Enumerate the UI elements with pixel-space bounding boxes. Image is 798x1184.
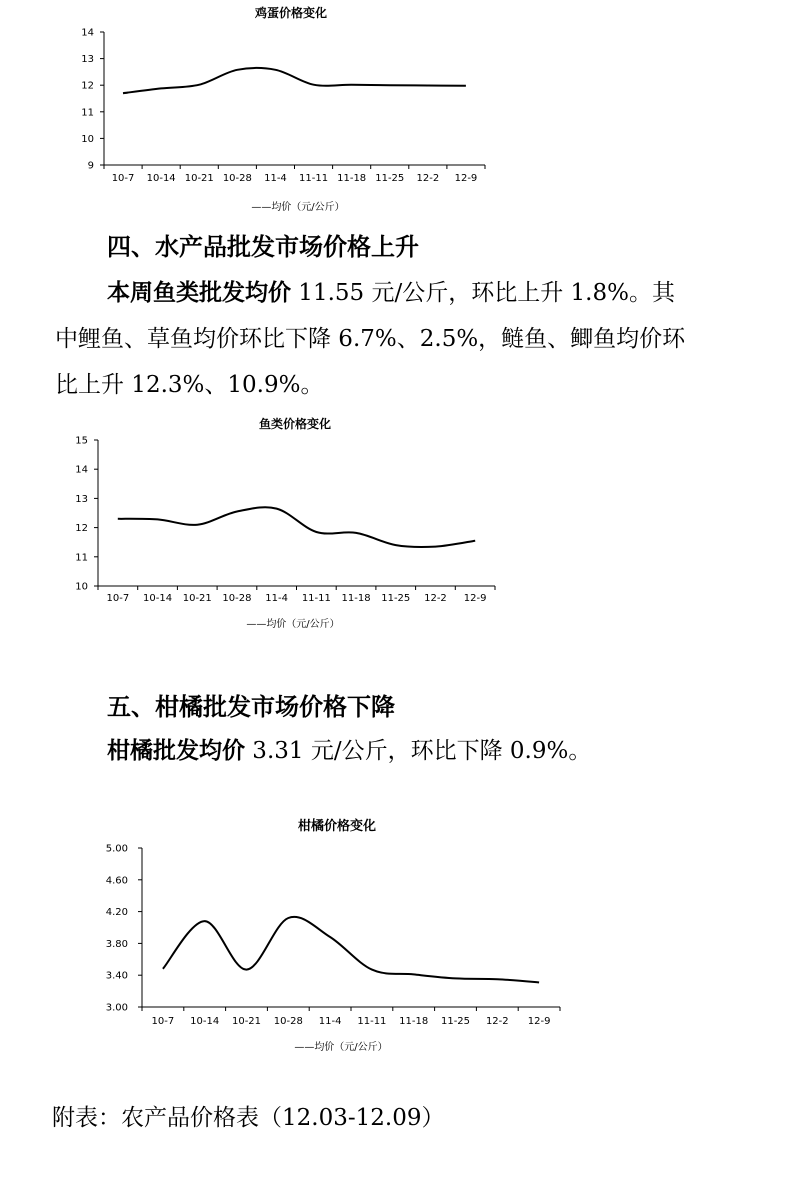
x-tick-label: 12-2 xyxy=(424,593,447,604)
citrus-price-chart-svg xyxy=(0,810,798,1060)
x-tick-label: 12-2 xyxy=(416,173,440,184)
citrus-heading: 五、柑橘批发市场价格下降 xyxy=(107,693,395,721)
x-tick-label: 11-25 xyxy=(381,593,411,604)
x-tick-label: 11-4 xyxy=(265,593,289,604)
y-tick-label: 12 xyxy=(81,80,94,92)
series-line xyxy=(163,917,539,983)
chart-title: 鸡蛋价格变化 xyxy=(254,6,328,20)
y-tick-label: 10 xyxy=(81,133,94,145)
x-tick-label: 10-21 xyxy=(231,1016,262,1027)
x-tick-label: 10-28 xyxy=(273,1016,303,1027)
x-tick-label: 11-18 xyxy=(399,1016,429,1027)
citrus-line-1-rest: 3.31 元/公斤，环比下降 0.9%。 xyxy=(245,738,592,764)
x-tick-label: 12-9 xyxy=(463,593,487,604)
x-tick-label: 11-11 xyxy=(301,593,331,604)
x-tick-label: 11-25 xyxy=(375,173,405,184)
y-tick-label: 14 xyxy=(75,464,88,476)
egg-price-chart xyxy=(0,0,798,220)
y-tick-label: 3.40 xyxy=(105,970,128,982)
x-tick-label: 10-14 xyxy=(190,1016,220,1027)
series-line xyxy=(123,68,466,93)
citrus-price-chart xyxy=(0,810,798,1060)
aquatic-lead: 本周鱼类批发均价 xyxy=(107,280,291,306)
citrus-line-1 xyxy=(55,728,755,774)
legend-entry: ——均价（元/公斤） xyxy=(251,202,345,213)
chart-title: 柑橘价格变化 xyxy=(297,819,377,834)
legend-entry: ——均价（元/公斤） xyxy=(246,619,340,630)
x-tick-label: 10-28 xyxy=(222,593,252,604)
y-tick-label: 12 xyxy=(75,523,88,535)
aquatic-paragraph xyxy=(55,270,755,408)
aquatic-line-1 xyxy=(55,270,755,316)
x-tick-label: 10-14 xyxy=(143,593,173,604)
y-tick-label: 11 xyxy=(75,552,88,564)
fish-price-chart-svg xyxy=(0,410,798,640)
x-tick-label: 11-25 xyxy=(440,1016,471,1027)
x-tick-label: 11-4 xyxy=(318,1016,342,1027)
x-tick-label: 11-18 xyxy=(341,593,371,604)
aquatic-heading: 四、水产品批发市场价格上升 xyxy=(107,233,419,261)
citrus-lead: 柑橘批发均价 xyxy=(107,738,245,764)
aquatic-line-1-rest: 11.55 元/公斤，环比上升 1.8%。其 xyxy=(291,280,675,306)
x-tick-label: 10-7 xyxy=(106,593,130,604)
x-tick-label: 10-21 xyxy=(182,593,212,604)
x-tick-label: 10-14 xyxy=(146,173,176,184)
y-tick-label: 13 xyxy=(75,493,88,505)
x-tick-label: 10-7 xyxy=(151,1016,175,1027)
x-tick-label: 12-2 xyxy=(485,1016,509,1027)
legend-entry: ——均价（元/公斤） xyxy=(294,1042,388,1053)
x-tick-label: 10-28 xyxy=(222,173,252,184)
y-tick-label: 3.00 xyxy=(105,1002,128,1014)
y-tick-label: 13 xyxy=(81,54,94,66)
y-tick-label: 4.60 xyxy=(105,875,128,887)
aquatic-line-3: 比上升 12.3%、10.9%。 xyxy=(55,372,324,398)
x-tick-label: 12-9 xyxy=(454,173,478,184)
y-tick-label: 9 xyxy=(87,160,94,172)
x-tick-label: 11-11 xyxy=(299,173,329,184)
fish-price-chart xyxy=(0,410,798,640)
y-tick-label: 4.20 xyxy=(105,907,128,919)
appendix-title: 附表：农产品价格表（12.03-12.09） xyxy=(52,1105,445,1131)
y-tick-label: 3.80 xyxy=(105,938,128,950)
egg-price-chart-svg xyxy=(0,0,798,220)
x-tick-label: 10-21 xyxy=(184,173,214,184)
y-tick-label: 11 xyxy=(81,107,94,119)
x-tick-label: 11-18 xyxy=(337,173,367,184)
y-tick-label: 5.00 xyxy=(105,843,128,855)
y-tick-label: 15 xyxy=(75,435,88,447)
x-tick-label: 11-4 xyxy=(264,173,287,184)
citrus-paragraph xyxy=(55,728,755,774)
aquatic-line-2: 中鲤鱼、草鱼均价环比下降 6.7%、2.5%，鲢鱼、鲫鱼均价环 xyxy=(55,326,686,352)
series-line xyxy=(118,507,475,547)
y-tick-label: 10 xyxy=(75,581,88,593)
y-tick-label: 14 xyxy=(81,27,94,39)
x-tick-label: 12-9 xyxy=(527,1016,551,1027)
chart-title: 鱼类价格变化 xyxy=(258,417,332,431)
x-tick-label: 10-7 xyxy=(111,173,135,184)
x-tick-label: 11-11 xyxy=(357,1016,387,1027)
